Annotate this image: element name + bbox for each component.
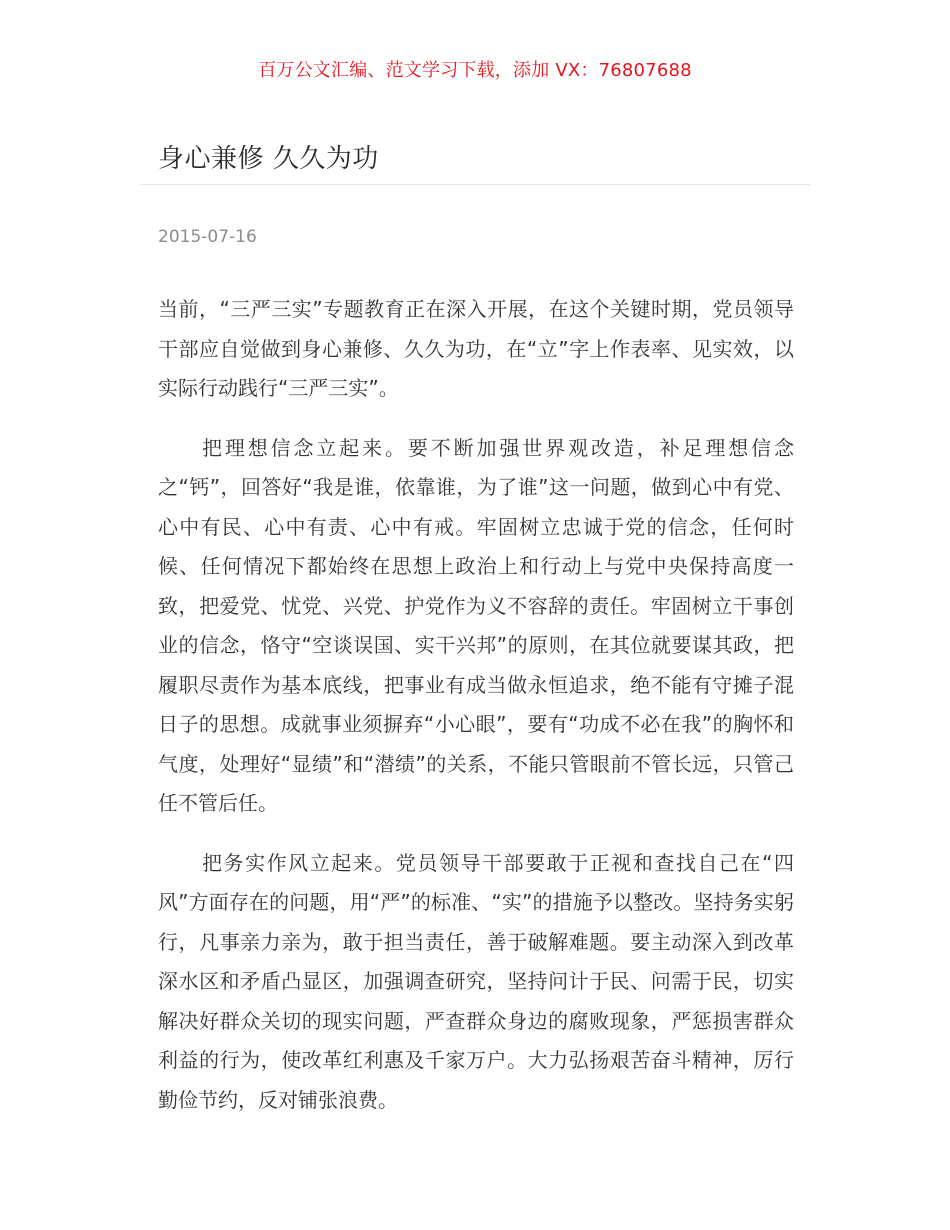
publish-date: 2015-07-16 (158, 227, 257, 247)
title-divider (140, 184, 810, 185)
promo-banner: 百万公文汇编、范文学习下载，添加 VX：76807688 (258, 60, 692, 81)
article-paragraph-style: 把务实作风立起来。党员领导干部要敢于正视和查找自己在“四风”方面存在的问题，用“严”的标准、“实”的措施予以整改。坚持务实躬行，凡事亲力亲为，敢于担当责任，善于破解难题。要主动深入到改革深水区和矛盾凸显区，加强调查研究，坚持问计于民、问需于民，切实解决好群众关切的现实问题，严查群众身边的腐败现象，严惩损害群众利益的行为，使改革红利惠及千家万户。大力弘扬艰苦奋斗精神，厉行勤俭节约，反对铺张浪费。 (158, 850, 794, 1112)
article-paragraph-intro: 当前，“三严三实”专题教育正在深入开展，在这个关键时期，党员领导干部应自觉做到身心兼修、久久为功，在“立”字上作表率、见实效，以实际行动践行“三严三实”。 (158, 297, 794, 400)
article-title: 身心兼修 久久为功 (158, 144, 379, 174)
article-paragraph-ideals: 把理想信念立起来。要不断加强世界观改造，补足理想信念之“钙”，回答好“我是谁，依靠谁，为了谁”这一问题，做到心中有党、心中有民、心中有责、心中有戒。牢固树立忠诚于党的信念，任何时候、任何情况下都始终在思想上政治上和行动上与党中央保持高度一致，把爱党、忧党、兴党、护党作为义不容辞的责任。牢固树立干事创业的信念，恪守“空谈误国、实干兴邦”的原则，在其位就要谋其政，把履职尽责作为基本底线，把事业有成当做永恒追求，绝不能有守摊子混日子的思想。成就事业须摒弃“小心眼”，要有“功成不必在我”的胸怀和气度，处理好“显绩”和“潜绩”的关系，不能只管眼前不管长远，只管己任不管后任。 (158, 435, 794, 815)
article-body (158, 290, 794, 1140)
